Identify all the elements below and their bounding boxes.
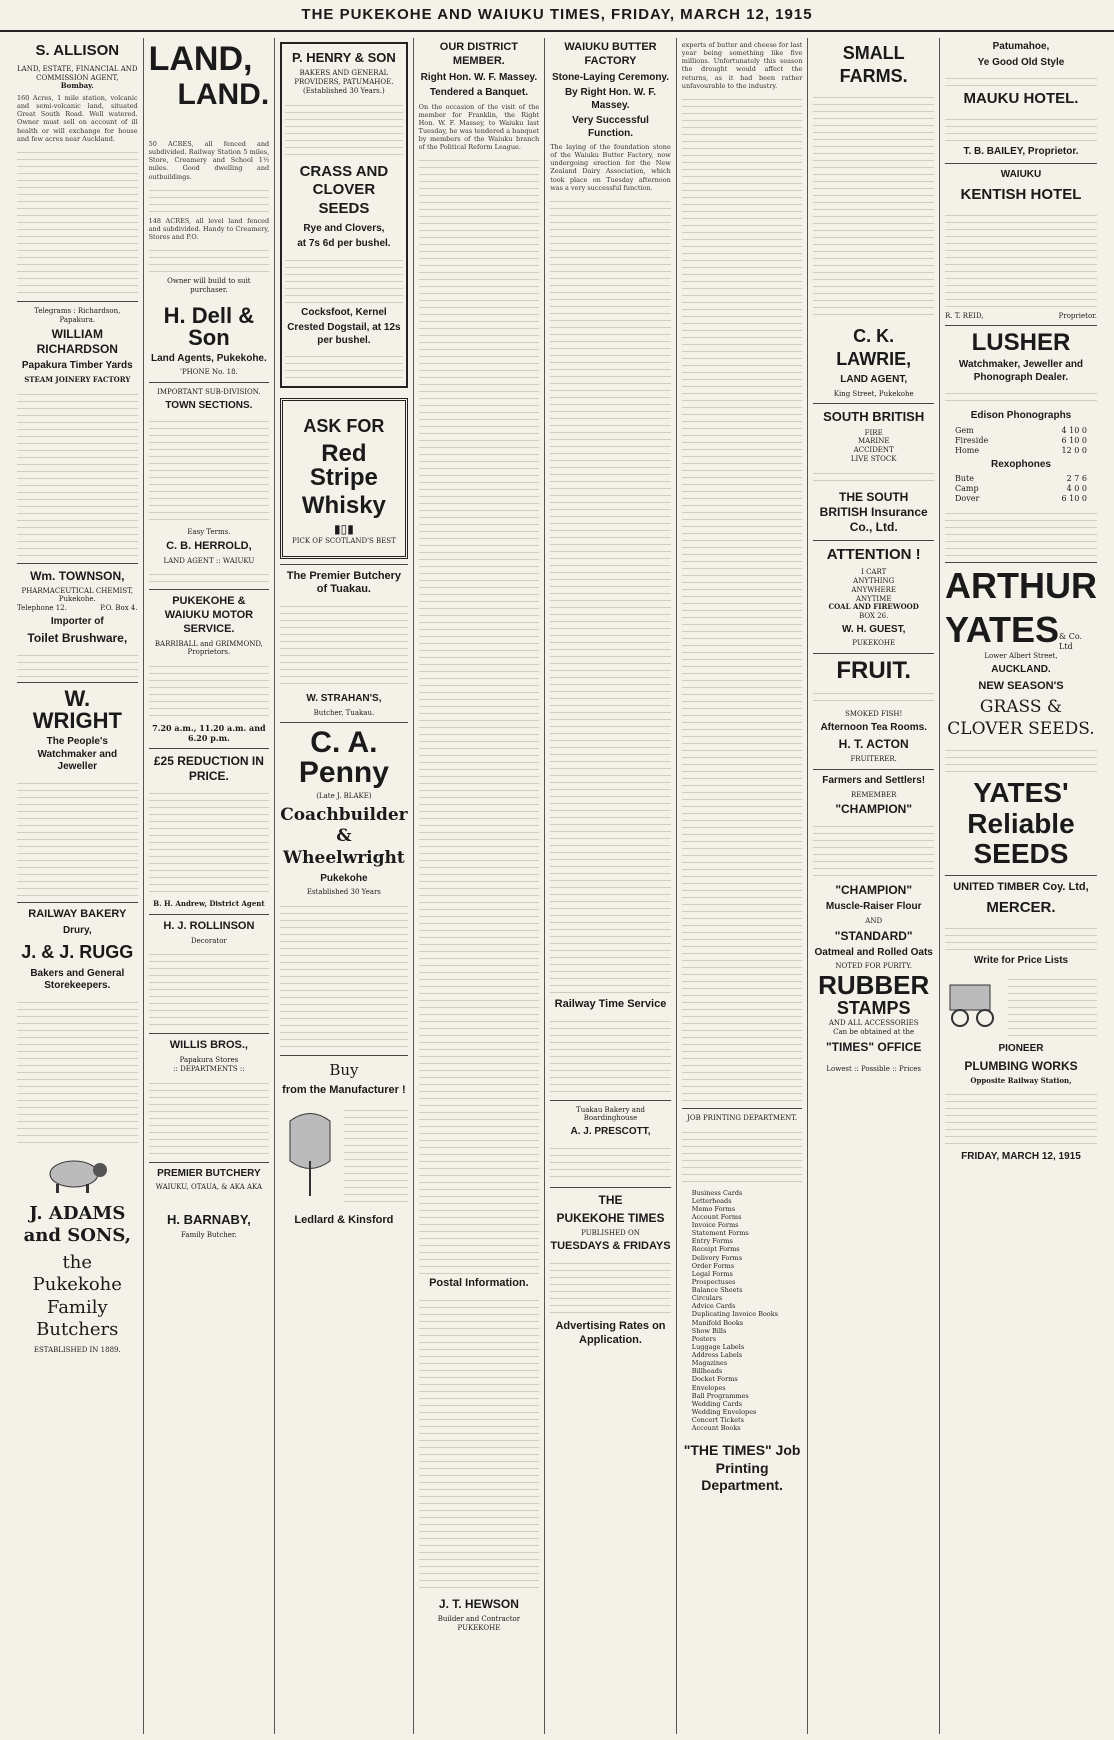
form-item: Receipt Forms — [691, 1245, 740, 1254]
standard: "STANDARD" — [834, 928, 913, 943]
form-item: Ball Programmes — [691, 1391, 749, 1400]
town-sections: TOWN SECTIONS. — [165, 399, 253, 411]
remember: REMEMBER — [851, 790, 897, 799]
manufacturer: from the Manufacturer ! — [282, 1083, 406, 1096]
easy-terms: Easy Terms. — [187, 528, 231, 536]
henry-sub: BAKERS AND GENERAL PROVIDERS, PATUMAHOE. — [294, 69, 394, 86]
mauku-text-2 — [945, 113, 1097, 143]
fruiterer: FRUITERER. — [850, 755, 897, 764]
dell-sub: Land Agents, Pukekohe. — [151, 352, 267, 364]
andrew-agent: B. H. Andrew, District Agent — [153, 899, 265, 908]
ledlard-heading: Ledlard & Kinsford — [294, 1213, 394, 1226]
job-text — [682, 1126, 803, 1186]
mauku-hotel: MAUKU HOTEL. — [963, 90, 1079, 107]
fire: FIRE — [864, 428, 883, 437]
townson-text — [17, 649, 138, 677]
form-item: Wedding Envelopes — [691, 1407, 757, 1416]
plumbing: PLUMBING WORKS — [964, 1058, 1078, 1073]
job-printing: JOB PRINTING DEPARTMENT. — [687, 1113, 798, 1122]
allison-place: Bombay. — [60, 81, 94, 91]
barnaby-heading: H. BARNABY, — [166, 1211, 251, 1227]
owner-note: Owner will build to suit purchaser. — [167, 277, 251, 294]
yates: YATES — [944, 609, 1060, 651]
drury: Drury, — [62, 924, 92, 936]
buy: Buy — [329, 1061, 359, 1079]
grass-clover: GRASS & CLOVER SEEDS. — [947, 697, 1095, 739]
strahan-headline: The Premier Butchery of Tuakau. — [286, 569, 402, 596]
sheep-illustration — [17, 1149, 138, 1199]
crass-heading: CRASS AND CLOVER SEEDS — [299, 162, 389, 217]
purity: NOTED FOR PURITY. — [835, 962, 913, 970]
penny-established: Established 30 Years — [306, 888, 381, 897]
camp: Camp — [954, 484, 979, 494]
column-7 — [808, 38, 940, 1734]
lusher-text — [945, 387, 1097, 407]
penny-place: Pukekohe — [320, 872, 368, 884]
lower-albert: Lower Albert Street, — [984, 652, 1058, 661]
richardson-sub: Papakura Timber Yards — [21, 360, 133, 372]
patumahoe: Patumahoe, — [992, 41, 1050, 52]
form-item: Docket Forms — [691, 1375, 738, 1384]
rail-text — [550, 1015, 671, 1095]
smoked-fish: SMOKED FISH! — [845, 710, 903, 718]
prescott-text — [550, 1142, 671, 1182]
whisky: Whisky — [301, 491, 386, 519]
rail-time: Railway Time Service — [554, 997, 667, 1010]
rugg-sub: Bakers and General Storekeepers. — [30, 967, 125, 991]
coachbuilder: Coachbuilder & Wheelwright — [280, 805, 408, 868]
form-item: Letterheads — [691, 1196, 732, 1205]
form-item: Advice Cards — [691, 1302, 736, 1311]
price-lists: Write for Price Lists — [973, 954, 1069, 966]
henry-established: (Established 30 Years.) — [303, 86, 385, 95]
dogstail-text — [285, 350, 402, 380]
postal-text — [419, 1294, 540, 1594]
kentish-text — [945, 209, 1097, 309]
proprietor: Proprietor. — [1058, 311, 1097, 320]
waiuku: WAIUKU — [1000, 169, 1042, 181]
allison-heading: S. ALLISON — [35, 42, 120, 59]
form-item: Balance Sheets — [691, 1286, 743, 1294]
butter-intro: The laying of the foundation stone of the Waiuku Butter Factory, now undergoing erection for the New Zealand Dairy Association, which took place on Tuesday afternoon was a very successful function. — [550, 143, 671, 192]
form-item: Entry Forms — [691, 1237, 733, 1246]
ye-good: Ye Good Old Style — [977, 56, 1065, 68]
reduction-heading: £25 REDUCTION IN PRICE. — [153, 754, 264, 783]
form-item: Luggage Labels — [691, 1342, 745, 1351]
form-item: Invoice Forms — [691, 1221, 739, 1229]
arthur: ARTHUR — [944, 565, 1097, 607]
ceremony: Stone-Laying Ceremony. — [551, 71, 670, 83]
form-item: Legal Forms — [691, 1269, 733, 1278]
yates-co: & Co. Ltd — [1059, 632, 1083, 652]
champion-2: "CHAMPION" — [835, 883, 913, 898]
article-body — [419, 154, 540, 1274]
mauku-text-1 — [945, 72, 1097, 86]
new-season: NEW SEASON'S — [978, 679, 1064, 692]
richardson-heading: WILLIAM RICHARDSON — [36, 327, 118, 357]
cocksfoot: Cocksfoot, Kernel — [301, 306, 387, 318]
rollinson-heading: H. J. ROLLINSON — [163, 919, 255, 932]
adams-sub: the Pukekohe Family Butchers — [32, 1251, 122, 1340]
penny-heading: C. A. Penny — [298, 726, 389, 790]
wright-sub: The People's Watchmaker and Jeweller — [37, 736, 118, 773]
rugg-heading: J. & J. RUGG — [21, 942, 134, 962]
south-british: SOUTH BRITISH — [823, 409, 925, 425]
townson-place: Pukekohe. — [58, 595, 96, 604]
column-6 — [677, 38, 809, 1734]
strahan-name: W. STRAHAN'S, — [306, 693, 382, 704]
lawrie-place: King Street, Pukekohe — [833, 389, 914, 398]
district-member: OUR DISTRICT MEMBER. — [439, 41, 519, 67]
home: Home — [954, 445, 980, 455]
reduction-text — [149, 787, 270, 897]
form-item: Wedding Cards — [691, 1399, 743, 1408]
fireside: Fireside — [954, 435, 989, 445]
land-heading-2: LAND. — [177, 78, 270, 111]
fifty-acres-text — [149, 184, 270, 214]
obtained: Can be obtained at the — [833, 1027, 915, 1036]
anytime: ANYTIME — [855, 594, 892, 603]
townson-heading: Wm. TOWNSON, — [30, 568, 125, 583]
gem-price: 4 10 0 — [1061, 425, 1087, 435]
function: Very Successful Function. — [572, 115, 649, 139]
pioneer: PIONEER — [998, 1043, 1044, 1055]
dell-heading: H. Dell & Son — [163, 302, 255, 350]
bute-price: 2 7 6 — [1066, 474, 1087, 484]
saddle-text — [344, 1104, 407, 1208]
herrold-text — [149, 568, 270, 584]
herrold-sub: LAND AGENT :: WAIUKU — [163, 556, 255, 565]
dell-phone: 'PHONE No. 18. — [180, 368, 238, 376]
published-on: PUBLISHED ON — [581, 1228, 640, 1237]
premier-heading: PREMIER BUTCHERY — [157, 1167, 261, 1179]
masthead: THE PUKEKOHE AND WAIUKU TIMES, FRIDAY, MARCH 12, 1915 — [0, 0, 1114, 32]
willis-text — [149, 1077, 270, 1157]
anything: ANYTHING — [853, 577, 895, 585]
form-item: Duplicating Invoice Books — [691, 1310, 778, 1319]
adams-established: ESTABLISHED IN 1889. — [33, 1345, 121, 1354]
brushware-heading: Toilet Brushware, — [27, 631, 128, 646]
henry-heading: P. HENRY & SON — [292, 50, 396, 65]
forms-list — [692, 1189, 803, 1433]
townson-sub: PHARMACEUTICAL CHEMIST, — [21, 586, 134, 595]
tuakau-bakery: Tuakau Bakery and Boardinghouse — [576, 1105, 645, 1123]
times-text — [550, 1257, 671, 1317]
column-2 — [144, 38, 276, 1734]
form-item: Business Cards — [691, 1188, 743, 1197]
acton: H. T. ACTON — [838, 737, 909, 752]
job-footer: "THE TIMES" Job Printing Department. — [683, 1442, 801, 1494]
cart-text — [1008, 973, 1097, 1037]
rexophones: Rexophones — [990, 458, 1051, 470]
coal: COAL AND FIREWOOD — [828, 602, 919, 612]
willis-heading: WILLIS BROS., — [169, 1039, 248, 1052]
fruit: FRUIT. — [836, 657, 912, 684]
the: THE — [598, 1192, 623, 1207]
strahan-sub: Butcher, Tuakau. — [313, 708, 375, 717]
united-text — [945, 922, 1097, 952]
banquet: Tendered a Banquet. — [429, 87, 528, 98]
box-26: BOX 26. — [859, 612, 889, 620]
wright-text — [17, 777, 138, 897]
live-stock: LIVE STOCK — [850, 454, 897, 463]
fireside-price: 6 10 0 — [1061, 435, 1087, 445]
barriball: BARRIBALL and GRIMMOND, Proprietors. — [154, 639, 263, 657]
subdivision-text — [149, 415, 270, 525]
land-heading-1: LAND, — [148, 40, 253, 78]
oatmeal: Oatmeal and Rolled Oats — [814, 946, 933, 958]
accident: ACCIDENT — [853, 446, 894, 454]
footer-date: FRIDAY, MARCH 12, 1915 — [961, 1151, 1081, 1163]
lusher-text-2 — [945, 507, 1097, 557]
afternoon-tea: Afternoon Tea Rooms. — [820, 721, 927, 733]
form-item: Account Books — [691, 1424, 741, 1433]
reid: R. T. REID, — [944, 311, 984, 320]
form-item: Magazines — [691, 1359, 728, 1368]
onefortyeight-text — [149, 244, 270, 274]
lawrie-sub: LAND AGENT, — [840, 374, 908, 385]
important-subdivision: IMPORTANT SUB-DIVISION. — [157, 387, 261, 396]
united-timber: UNITED TIMBER Coy. Ltd, — [953, 881, 1089, 894]
telegrams: Telegrams : Richardson, Papakura. — [34, 306, 121, 324]
premier-sub: WAIUKU, OTAUA, & AKA AKA — [155, 1183, 263, 1191]
postal-heading: Postal Information. — [429, 1277, 529, 1290]
column-1 — [12, 38, 144, 1734]
willis-sub: Papakura Stores — [179, 1056, 239, 1064]
cart-illustration — [945, 970, 1005, 1035]
massey: Right Hon. W. F. Massey. — [420, 71, 538, 83]
penny-text — [280, 900, 407, 1050]
rubber: RUBBER — [818, 969, 930, 1000]
rollinson-sub: Decorator — [190, 936, 227, 945]
camp-price: 4 0 0 — [1066, 484, 1087, 494]
hewson-heading: J. T. HEWSON — [438, 1597, 519, 1611]
stamps: STAMPS — [836, 998, 911, 1019]
motor-text — [149, 660, 270, 720]
strahan-text — [280, 600, 407, 690]
gem: Gem — [954, 425, 974, 435]
henry-text — [285, 99, 402, 159]
small-farms-text — [813, 91, 934, 321]
form-item: Show Bills — [691, 1326, 727, 1335]
sb-text — [813, 467, 934, 487]
champion: "CHAMPION" — [835, 802, 913, 817]
dover: Dover — [954, 494, 980, 504]
raiser: Muscle-Raiser Flour — [825, 901, 922, 913]
home-price: 12 0 0 — [1061, 445, 1087, 455]
article-intro: On the occasion of the visit of the member for Franklin, the Right Hon. W. F. Massey, to Waiuku last Tuesday, he was tendered a banquet by members of the Waiuku branch of the Political Reform League. — [418, 102, 540, 152]
farmers: Farmers and Settlers! — [822, 775, 926, 786]
guest-place: PUKEKOHE — [852, 639, 896, 648]
by-massey: By Right Hon. W. F. Massey. — [564, 87, 657, 111]
auckland: AUCKLAND. — [991, 664, 1051, 675]
column-3 — [275, 38, 413, 1734]
form-item: Circulars — [691, 1294, 723, 1303]
champion-text — [813, 820, 934, 880]
joinery-heading: STEAM JOINERY FACTORY — [24, 374, 131, 384]
whisky-pick: PICK OF SCOTLAND'S BEST — [292, 536, 396, 545]
guest: W. H. GUEST, — [842, 623, 906, 635]
motor-service: PUKEKOHE & WAIUKU MOTOR SERVICE. — [164, 595, 254, 635]
col6-article-body — [682, 93, 803, 1103]
form-item: Order Forms — [691, 1261, 735, 1270]
lusher: LUSHER — [971, 329, 1071, 357]
fruit-text — [813, 687, 934, 707]
marine: MARINE — [857, 437, 890, 446]
richardson-text — [17, 388, 138, 558]
south-british-co: THE SOUTH BRITISH Insurance Co., Ltd. — [819, 489, 928, 534]
form-item: Delivery Forms — [691, 1253, 743, 1262]
form-item: Prospectuses — [691, 1277, 736, 1286]
seed-price: at 7s 6d per bushel. — [297, 238, 391, 250]
barnaby-sub: Family Butcher. — [181, 1231, 237, 1239]
hewson-sub: Builder and Contractor — [437, 1615, 521, 1623]
edison: Edison Phonographs — [970, 410, 1072, 422]
opposite: Opposite Railway Station, — [970, 1075, 1072, 1085]
column-8 — [940, 38, 1102, 1734]
page-columns — [12, 38, 1102, 1734]
rugg-text — [17, 996, 138, 1146]
importer-label: Importer of — [50, 615, 104, 627]
lusher-sub: Watchmaker, Jeweller and Phonograph Dealer. — [958, 359, 1084, 383]
fifty-acres: 50 ACRES, all fenced and subdivided. Railway Station 5 miles, Store, Creamery and School 1½ miles. Good dwelling and outbuildings. — [148, 140, 270, 181]
railway-bakery: RAILWAY BAKERY — [28, 907, 127, 920]
motor-times: 7.20 a.m., 11.20 a.m. and 6.20 p.m. — [152, 723, 266, 743]
column-5 — [545, 38, 677, 1734]
yates-text — [945, 744, 1097, 774]
days: TUESDAYS & FRIDAYS — [550, 1240, 671, 1253]
accessories: AND ALL ACCESSORIES — [828, 1019, 919, 1028]
dover-price: 6 10 0 — [1061, 494, 1087, 504]
yates-reliable: YATES' Reliable SEEDS — [967, 776, 1075, 870]
mercer: MERCER. — [986, 898, 1056, 916]
seed-text — [285, 254, 402, 304]
kentish: KENTISH HOTEL — [960, 185, 1082, 203]
anywhere: ANYWHERE — [851, 585, 896, 594]
penny-late: (Late J. BLAKE) — [316, 792, 372, 801]
po-box: P.O. Box 4. — [100, 604, 138, 612]
bute: Bute — [954, 474, 974, 484]
onefortyeight-acres: 148 ACRES, all level land fenced and subdivided. Handy to Creamery, Stores and P.O. — [148, 216, 270, 241]
wright-heading: W. WRIGHT — [32, 686, 122, 734]
butter-factory: WAIUKU BUTTER FACTORY — [564, 41, 657, 67]
hewson-place: PUKEKOHE — [457, 1623, 501, 1632]
butter-body — [550, 195, 671, 995]
bailey: T. B. BAILEY, Proprietor. — [963, 145, 1079, 157]
red-stripe: Red Stripe — [309, 439, 378, 491]
adams-heading: J. ADAMS and SONS, — [23, 1202, 131, 1246]
form-item: Envelopes — [691, 1383, 726, 1392]
advertising-rates: Advertising Rates on Application. — [555, 1320, 666, 1346]
and: AND — [865, 916, 883, 925]
allison-subtitle: LAND, ESTATE, FINANCIAL AND COMMISSION AGENT, — [17, 64, 138, 82]
allison-text: 160 Acres, 1 mile station, volcanic and semi-volcanic land, situated Great South Road. Well watered. Owner must sell on account of ill health or will exchange for house and few acres near Auckland. — [17, 94, 138, 143]
form-item: Memo Forms — [691, 1204, 736, 1213]
prescott: A. J. PRESCOTT, — [570, 1126, 651, 1137]
saddle-illustration — [280, 1101, 340, 1201]
herrold-heading: C. B. HERROLD, — [166, 539, 252, 552]
lowest-prices: Lowest :: Possible :: Prices — [826, 1064, 921, 1073]
rollinson-text — [149, 948, 270, 1028]
form-item: Manifold Books — [691, 1318, 744, 1327]
plumbing-text — [945, 1088, 1097, 1148]
column-4 — [414, 38, 546, 1734]
times-office: "TIMES" OFFICE — [825, 1039, 922, 1054]
col6-article-intro: experts of butter and cheese for last year being something like five millions. Unfortunately this season the drought would affect the returns, as it had been rather unfavourable to the industry. — [681, 41, 803, 90]
rye-clovers: Rye and Clovers, — [303, 222, 385, 234]
pukekohe-times: PUKEKOHE TIMES — [556, 1210, 665, 1225]
whisky-logo: ▮▯▮ — [333, 521, 354, 536]
small-farms: SMALL FARMS. — [839, 43, 908, 86]
telephone: Telephone 12. — [17, 604, 67, 612]
form-item: Posters — [691, 1334, 717, 1343]
form-item: Statement Forms — [691, 1229, 749, 1238]
form-item: Address Labels — [691, 1351, 743, 1359]
allison-listing-text — [17, 146, 138, 296]
attention: ATTENTION ! — [826, 545, 921, 563]
form-item: Account Forms — [691, 1212, 742, 1221]
dogstail: Crested Dogstail, at 12s per bushel. — [287, 322, 401, 346]
icart: I CART — [861, 568, 887, 577]
form-item: Concert Tickets — [691, 1416, 744, 1424]
departments: :: DEPARTMENTS :: — [173, 1064, 245, 1073]
lawrie-heading: C. K. LAWRIE, — [836, 326, 912, 369]
ask-for: ASK FOR — [303, 416, 385, 437]
form-item: Billheads — [691, 1367, 723, 1376]
